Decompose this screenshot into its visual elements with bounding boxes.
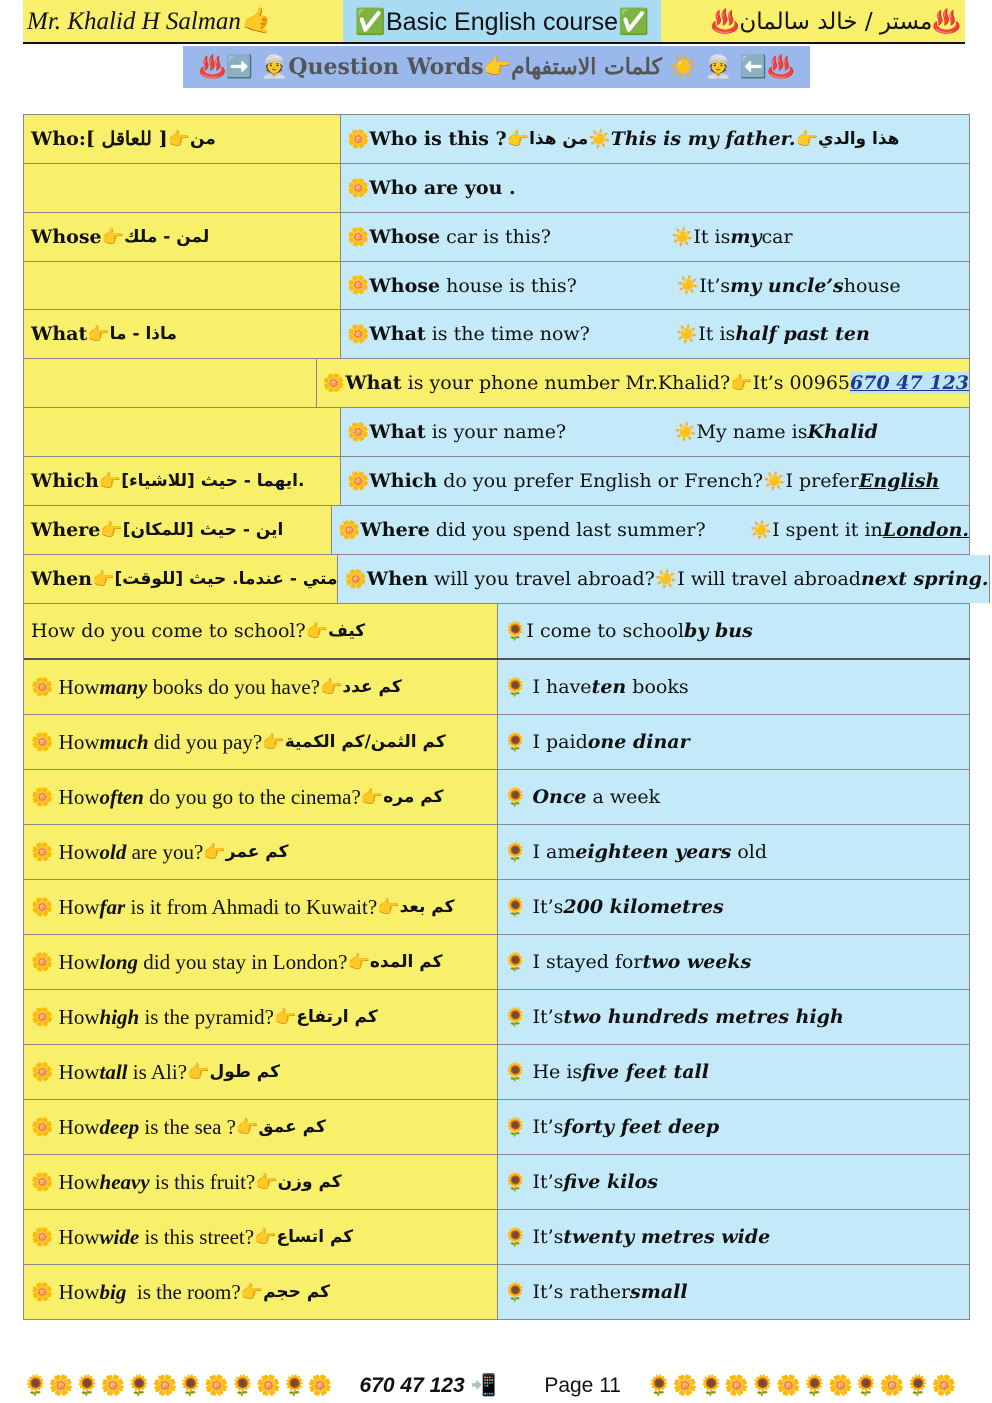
- example-question: is this fruit?: [149, 1169, 256, 1194]
- answer-cell: [498, 935, 970, 989]
- how-adjective: wide: [99, 1224, 140, 1249]
- example-cell: [332, 506, 970, 554]
- sun-icon: ☀️: [674, 421, 697, 443]
- sun-icon: ☀️: [676, 275, 700, 296]
- pointing-hand-icon: 👉: [320, 676, 343, 698]
- answer-key-phrase: my uncle’s: [730, 274, 844, 297]
- example-question: is this street?: [139, 1224, 255, 1249]
- table-row: [24, 1045, 970, 1100]
- flower-icon: 🌼: [338, 519, 361, 541]
- question-word-cell: [24, 213, 341, 261]
- answer-prefix: It’s: [699, 274, 731, 297]
- pointing-hand-icon: 👉: [347, 951, 370, 973]
- answer-key-phrase: forty feet deep: [563, 1116, 720, 1138]
- flower-icon: 🌼: [31, 951, 54, 973]
- how-word: How: [53, 1004, 100, 1029]
- answer-cell: [498, 715, 970, 769]
- example-question: is the time now?: [425, 323, 590, 345]
- example-question: is Ali?: [127, 1059, 188, 1084]
- header-divider: [23, 42, 965, 44]
- how-adjective: far: [99, 894, 126, 919]
- flower-icon: 🌼: [31, 841, 54, 863]
- table-row: [24, 359, 970, 408]
- example-question: will you travel abroad?: [427, 568, 655, 590]
- example-question: books do you have?: [147, 674, 320, 699]
- how-word: How: [53, 1279, 100, 1304]
- page-header: [0, 0, 992, 44]
- how-adjective: big: [99, 1279, 127, 1304]
- how-word: How: [53, 784, 100, 809]
- answer-prefix: It’s: [526, 1171, 564, 1193]
- answer-key-phrase: my: [730, 226, 762, 248]
- answer-prefix: He is: [526, 1061, 583, 1083]
- example-question: do you prefer English or French?: [437, 470, 764, 492]
- sunflower-icon: 🌻: [504, 676, 527, 698]
- example-cell: [341, 408, 970, 456]
- table-row: [24, 506, 970, 555]
- answer-cell: [498, 1100, 970, 1154]
- table-row: [24, 310, 970, 359]
- example-cell: [341, 213, 970, 261]
- answer-prefix: It’s: [526, 1006, 564, 1028]
- question-word: Where: [31, 519, 101, 541]
- how-word: How: [53, 1059, 100, 1084]
- example-question: car is this?: [440, 226, 551, 248]
- pointing-hand-icon: 👉: [87, 323, 110, 345]
- question-cell: [24, 1045, 498, 1099]
- table-row: [24, 1210, 970, 1265]
- example-question: is the room?: [126, 1279, 241, 1304]
- table-row: [24, 1100, 970, 1155]
- answer-key-phrase: 670 47 123: [850, 372, 969, 394]
- page-number: Page 11: [544, 1374, 621, 1397]
- question-word-cell: [24, 457, 341, 505]
- question-word: What: [369, 421, 426, 443]
- question-word-cell: [24, 408, 341, 456]
- answer-prefix: It’s: [526, 1116, 564, 1138]
- question-cell: [24, 880, 498, 934]
- pointing-hand-icon: 👉: [98, 470, 122, 492]
- how-word: How: [53, 894, 100, 919]
- example-cell: [317, 359, 970, 407]
- how-adjective: many: [99, 674, 148, 699]
- pointing-hand-icon: 👉: [273, 1006, 297, 1028]
- example-question: did you stay in London?: [138, 949, 348, 974]
- sun-icon: ☀️: [588, 128, 611, 150]
- answer-key-phrase: five feet tall: [582, 1061, 709, 1083]
- question-word-arabic: لمن - ملك: [124, 227, 210, 247]
- sunflower-icon: 🌻: [504, 951, 527, 973]
- example-question: is your phone number Mr.Khalid?: [401, 372, 731, 394]
- answer-prefix: I will travel abroad: [677, 568, 861, 590]
- flower-icon: 🌼: [347, 421, 370, 443]
- answer-key-phrase: one dinar: [587, 731, 690, 753]
- flower-icon: 🌼: [31, 1281, 54, 1303]
- answer-cell: [498, 1155, 970, 1209]
- example-question: Who are you .: [369, 177, 516, 199]
- how-adjective: high: [99, 1004, 140, 1029]
- answer-suffix: house: [843, 274, 901, 297]
- question-word-arabic: [للمكان] اين - حيث: [122, 520, 284, 540]
- sunflower-icon: 🌻: [504, 731, 527, 753]
- question-arabic: كم بعد: [399, 897, 455, 917]
- question-cell: [24, 1100, 498, 1154]
- flower-icon: 🌼: [347, 275, 370, 296]
- table-row: [24, 935, 970, 990]
- question-cell: [24, 1210, 498, 1264]
- example-question: Who is this ?: [369, 128, 507, 150]
- question-arabic: كم طول: [209, 1062, 281, 1082]
- answer-prefix: I prefer: [785, 470, 859, 492]
- author-name: Mr. Khalid H Salman🤙: [23, 0, 343, 44]
- sunflower-icon: 🌻: [504, 896, 527, 918]
- question-cell: [24, 935, 498, 989]
- table-row: [24, 1155, 970, 1210]
- pointing-hand-icon: 👉: [92, 568, 115, 590]
- flower-icon: 🌼: [31, 731, 54, 753]
- flower-icon: 🌼: [322, 372, 346, 394]
- how-adjective: often: [99, 784, 144, 809]
- how-adjective: long: [99, 949, 139, 974]
- question-cell: [24, 660, 498, 714]
- sun-icon: ☀️: [675, 323, 699, 345]
- table-row: [24, 715, 970, 770]
- table-row: [24, 770, 970, 825]
- question-word: Who:[ للعاقل ]: [31, 128, 168, 150]
- example-answer: This is my father.: [610, 128, 796, 150]
- how-adjective: tall: [99, 1059, 128, 1084]
- sunflower-icon: 🌻: [504, 1061, 527, 1083]
- question-word-arabic: كيف: [328, 621, 366, 641]
- how-adjective: much: [99, 729, 149, 754]
- how-word: How: [53, 1224, 100, 1249]
- pointing-hand-icon: 👉: [730, 372, 753, 394]
- question-word: Which: [31, 470, 99, 492]
- answer-suffix: old: [731, 841, 768, 863]
- table-row: [24, 990, 970, 1045]
- question-arabic: كم وزن: [277, 1172, 342, 1192]
- how-word: How: [53, 674, 100, 699]
- question-word: Which: [369, 470, 438, 492]
- question-arabic: كم عدد: [342, 677, 402, 697]
- sunflower-icon: 🌻: [504, 620, 527, 642]
- answer-cell: [498, 1265, 970, 1319]
- question-arabic: كم حجم: [263, 1282, 331, 1302]
- flower-icon: 🌼: [347, 177, 370, 199]
- question-arabic: كم عمق: [258, 1117, 326, 1137]
- example-question: How do you come to school?: [31, 620, 306, 642]
- flower-border-right: 🌻🌼🌻🌼🌻🌼🌻🌼🌻🌼🌻🌼: [646, 1373, 958, 1397]
- how-adjective: heavy: [99, 1169, 150, 1194]
- question-words-table: [23, 114, 989, 1320]
- course-title: ✅Basic English course✅: [343, 0, 661, 44]
- answer-prefix: My name is: [696, 421, 808, 443]
- answer-prefix: I am: [526, 841, 576, 863]
- sunflower-icon: 🌻: [504, 1006, 527, 1028]
- answer-prefix: I have: [526, 676, 592, 698]
- sunflower-icon: 🌻: [504, 1226, 527, 1248]
- answer-key-phrase: Khalid: [807, 421, 878, 443]
- answer-prefix: I paid: [526, 731, 588, 753]
- question-arabic: كم المده: [369, 952, 443, 972]
- answer-arabic: هذا والدي: [817, 129, 900, 149]
- example-question: is it from Ahmadi to Kuwait?: [125, 894, 378, 919]
- how-word: How: [53, 729, 100, 754]
- question-word-arabic: ماذا - ما: [109, 324, 177, 344]
- question-word: What: [369, 323, 426, 345]
- example-question: are you?: [126, 839, 204, 864]
- answer-prefix: It’s: [526, 1226, 564, 1248]
- question-cell: [24, 1155, 498, 1209]
- pointing-hand-icon: 👉: [795, 128, 818, 150]
- example-question: is the pyramid?: [139, 1004, 274, 1029]
- answer-key-phrase: ten: [591, 676, 627, 698]
- flower-icon: 🌼: [31, 1116, 54, 1138]
- answer-suffix: a week: [586, 786, 661, 808]
- pointing-hand-icon: 👉: [305, 620, 329, 642]
- flower-icon: 🌼: [347, 128, 370, 150]
- page-footer: [23, 1368, 969, 1402]
- table-row: [24, 262, 970, 310]
- answer-key-phrase: small: [630, 1281, 688, 1303]
- example-cell: [338, 555, 989, 603]
- pointing-hand-icon: 👉: [187, 1061, 210, 1083]
- question-cell: [24, 825, 498, 879]
- flower-icon: 🌼: [344, 568, 367, 590]
- question-word-cell: [24, 310, 341, 358]
- table-row: [24, 164, 970, 213]
- table-row: [24, 880, 970, 935]
- example-question: house is this?: [440, 274, 577, 297]
- sun-icon: ☀️: [749, 519, 773, 541]
- pointing-hand-icon: 👉: [360, 786, 384, 808]
- footer-phone: 670 47 123: [359, 1374, 465, 1397]
- answer-key-phrase: next spring.: [860, 568, 989, 590]
- question-word: When: [31, 568, 93, 590]
- question-cell: [24, 715, 498, 769]
- pointing-hand-icon: 👉: [167, 128, 190, 150]
- flower-icon: 🌼: [347, 470, 370, 492]
- flower-icon: 🌼: [31, 896, 54, 918]
- answer-key-phrase: two weeks: [642, 951, 752, 973]
- sunflower-icon: 🌻: [504, 1281, 527, 1303]
- question-arabic: كم ارتفاع: [296, 1007, 378, 1027]
- answer-key-phrase: five kilos: [563, 1171, 658, 1193]
- answer-key-phrase: eighteen years: [575, 841, 732, 863]
- pointing-hand-icon: 👉: [101, 226, 125, 248]
- answer-cell: [498, 1045, 970, 1099]
- answer-prefix: It’s: [526, 896, 564, 918]
- answer-suffix: books: [626, 676, 689, 698]
- question-word: What: [31, 323, 88, 345]
- answer-prefix: It is: [693, 226, 731, 248]
- question-word: Whose: [369, 274, 441, 297]
- how-adjective: deep: [99, 1114, 140, 1139]
- answer-prefix: It is: [698, 323, 736, 345]
- question-arabic: من هذا: [529, 129, 589, 149]
- question-arabic: كم الثمن/كم الكمية: [284, 732, 446, 752]
- how-word: How: [53, 1114, 100, 1139]
- answer-cell: [498, 770, 970, 824]
- answer-cell: [498, 1210, 970, 1264]
- sunflower-icon: 🌻: [504, 841, 527, 863]
- answer-key-phrase: two hundreds metres high: [563, 1006, 844, 1028]
- question-word-arabic: [للوقت] متي - عندما. حيث: [114, 569, 338, 589]
- example-question: did you spend last summer?: [429, 519, 706, 541]
- example-cell: [341, 457, 970, 505]
- how-adjective: old: [99, 839, 127, 864]
- flower-icon: 🌼: [31, 1006, 54, 1028]
- answer-cell: [498, 880, 970, 934]
- question-cell: [24, 770, 498, 824]
- answer-suffix: car: [761, 226, 793, 248]
- how-word: How: [53, 839, 100, 864]
- answer-key-phrase: half past ten: [735, 323, 870, 345]
- question-word-arabic: [للاشياء] ايهما - حيث.: [121, 471, 305, 491]
- table-row: [24, 660, 970, 715]
- question-word: Whose: [31, 226, 102, 248]
- answer-prefix: I spent it in: [772, 519, 883, 541]
- question-word: Whose: [369, 226, 441, 248]
- sun-icon: ☀️: [654, 568, 678, 590]
- author-name-arabic: ♨️مستر / خالد سالمان♨️: [661, 0, 965, 44]
- flower-icon: 🌼: [31, 1226, 54, 1248]
- question-cell: [24, 604, 498, 658]
- flower-icon: 🌼: [31, 1171, 54, 1193]
- answer-key-phrase: 200 kilometres: [563, 896, 724, 918]
- pointing-hand-icon: 👉: [100, 519, 123, 541]
- phone-icon: 📲: [470, 1374, 497, 1397]
- flower-icon: 🌼: [31, 1061, 54, 1083]
- example-question: do you go to the cinema?: [143, 784, 361, 809]
- table-row: [24, 825, 970, 880]
- question-word: When: [366, 568, 428, 590]
- example-question: did you pay?: [148, 729, 263, 754]
- pointing-hand-icon: 👉: [506, 128, 530, 150]
- answer-key-phrase: twenty metres wide: [563, 1226, 771, 1248]
- table-row: [24, 604, 970, 660]
- flower-icon: 🌼: [31, 786, 54, 808]
- table-row: [24, 408, 970, 457]
- answer-key-phrase: London.: [882, 519, 969, 541]
- sun-icon: ☀️: [763, 470, 786, 492]
- sun-icon: ☀️: [670, 226, 694, 248]
- question-word: Where: [360, 519, 430, 541]
- question-word-cell: [24, 115, 341, 163]
- answer-prefix: I stayed for: [526, 951, 643, 973]
- answer-prefix: I come to school: [526, 620, 685, 642]
- pointing-hand-icon: 👉: [240, 1281, 264, 1303]
- answer-prefix: It’s 00965: [752, 372, 850, 394]
- example-cell: [341, 164, 970, 212]
- pointing-hand-icon: 👉: [377, 896, 400, 918]
- page-subtitle: ♨️➡️ 👳Question Words👉كلمات الاستفهام ☀️ 👳 ⬅️♨️: [183, 46, 810, 88]
- question-word-arabic: من: [190, 129, 216, 149]
- sunflower-icon: 🌻: [504, 786, 527, 808]
- question-word: What: [345, 372, 402, 394]
- flower-border-left: 🌻🌼🌻🌼🌻🌼🌻🌼🌻🌼🌻🌼: [23, 1373, 334, 1397]
- pointing-hand-icon: 👉: [235, 1116, 259, 1138]
- question-word-cell: [24, 262, 341, 309]
- question-cell: [24, 990, 498, 1044]
- pointing-hand-icon: 👉: [203, 841, 226, 863]
- answer-key-phrase: English: [858, 470, 940, 492]
- answer-prefix: It’s rather: [526, 1281, 631, 1303]
- answer-key-phrase: Once: [532, 786, 587, 808]
- answer-cell: [498, 825, 970, 879]
- question-arabic: كم اتساع: [276, 1227, 354, 1247]
- answer-key-phrase: by bus: [684, 620, 753, 642]
- example-cell: [341, 310, 970, 358]
- question-word-cell: [24, 506, 332, 554]
- sunflower-icon: 🌻: [504, 1171, 527, 1193]
- question-cell: [24, 1265, 498, 1319]
- answer-cell: [498, 604, 970, 658]
- table-row: [24, 1265, 970, 1320]
- example-cell: [341, 262, 970, 309]
- table-row: [24, 213, 970, 262]
- sunflower-icon: 🌻: [504, 1116, 527, 1138]
- question-arabic: كم عمر: [225, 842, 289, 862]
- flower-icon: 🌼: [347, 226, 370, 248]
- table-row: [24, 115, 970, 164]
- answer-cell: [498, 660, 970, 714]
- question-word-cell: [24, 555, 338, 603]
- how-word: How: [53, 949, 100, 974]
- example-cell: [341, 115, 970, 163]
- pointing-hand-icon: 👉: [254, 1226, 277, 1248]
- table-row: [24, 457, 970, 506]
- flower-icon: 🌼: [31, 676, 54, 698]
- answer-cell: [498, 990, 970, 1044]
- flower-icon: 🌼: [347, 323, 370, 345]
- example-question: is the sea ?: [139, 1114, 236, 1139]
- pointing-hand-icon: 👉: [255, 1171, 278, 1193]
- question-word-cell: [24, 359, 317, 407]
- table-row: [24, 555, 989, 604]
- question-arabic: كم مره: [383, 787, 444, 807]
- example-question: is your name?: [425, 421, 567, 443]
- question-word-cell: [24, 164, 341, 212]
- pointing-hand-icon: 👉: [262, 731, 285, 753]
- how-word: How: [53, 1169, 100, 1194]
